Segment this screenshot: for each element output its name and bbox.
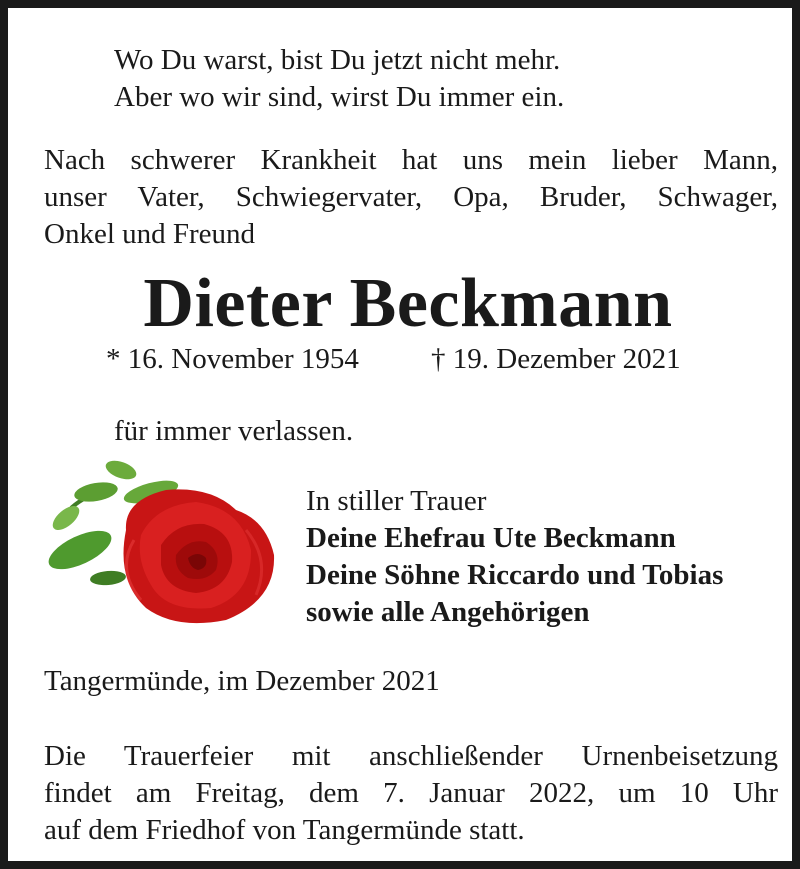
mourners-intro: In stiller Trauer bbox=[306, 485, 487, 517]
left-us-text: für immer verlassen. bbox=[114, 415, 354, 447]
motto-line-2: Aber wo wir sind, wirst Du immer ein. bbox=[114, 81, 565, 113]
intro-line-2: unser Vater, Schwiegervater, Opa, Bruder, Schwager, bbox=[44, 181, 778, 213]
ceremony-line-1: Die Trauerfeier mit anschließender Urnenbeisetzung bbox=[44, 740, 778, 772]
motto bbox=[114, 42, 564, 116]
place-date: Tangermünde, im Dezember 2021 bbox=[44, 665, 440, 697]
birth-date: * 16. November 1954 bbox=[106, 343, 359, 375]
red-rose-icon bbox=[46, 460, 282, 628]
ceremony-line-3: auf dem Friedhof von Tangermünde statt. bbox=[44, 814, 525, 846]
motto-line-1: Wo Du warst, bist Du jetzt nicht mehr. bbox=[114, 44, 561, 76]
death-date: † 19. Dezember 2021 bbox=[431, 343, 681, 375]
mourners bbox=[306, 483, 723, 631]
mourner-sons: Deine Söhne Riccardo und Tobias bbox=[306, 559, 724, 591]
intro-line-3: Onkel und Freund bbox=[44, 218, 256, 250]
intro-text bbox=[44, 142, 778, 253]
intro-line-1: Nach schwerer Krankheit hat uns mein lieber Mann, bbox=[44, 144, 778, 176]
mourner-wife: Deine Ehefrau Ute Beckmann bbox=[306, 522, 676, 554]
mourner-relatives: sowie alle Angehörigen bbox=[306, 596, 590, 628]
ceremony-line-2: findet am Freitag, dem 7. Januar 2022, um 10 Uhr bbox=[44, 777, 778, 809]
ceremony-text bbox=[44, 738, 778, 849]
deceased-name: Dieter Beckmann bbox=[143, 265, 673, 342]
